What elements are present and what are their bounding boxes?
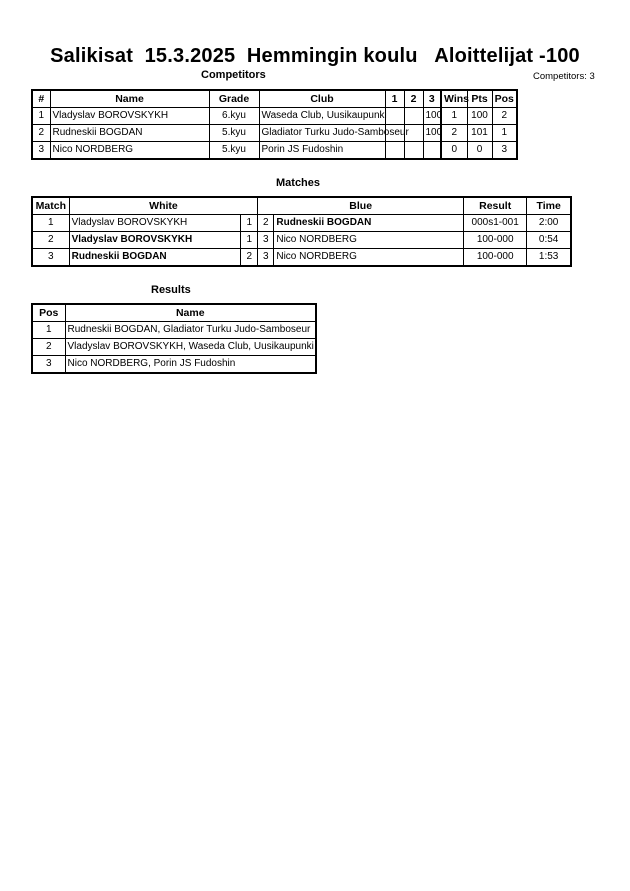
col-header-white: White: [69, 197, 258, 215]
white-competitor: Vladyslav BOROVSKYKH: [69, 232, 241, 249]
competitor-number: 1: [32, 108, 50, 125]
competitor-pts: 100: [467, 108, 492, 125]
competitor-wins: 1: [441, 108, 467, 125]
competitor-name: Nico NORDBERG: [50, 142, 209, 160]
blue-competitor: Nico NORDBERG: [274, 249, 464, 267]
result-pos: 2: [32, 339, 65, 356]
col-header-club: Club: [259, 90, 385, 108]
competitor-round-1: [385, 142, 404, 160]
match-time: 0:54: [527, 232, 571, 249]
competitor-round-3: 100: [423, 125, 441, 142]
page-title: Salikisat 15.3.2025 Hemmingin koulu Aloittelijat -100: [50, 45, 580, 67]
results-table: [31, 303, 317, 374]
competitor-wins: 0: [441, 142, 467, 160]
col-header-result-name: Name: [65, 304, 316, 322]
competitor-club: Porin JS Fudoshin: [259, 142, 385, 160]
blue-number: 3: [258, 249, 274, 267]
blue-number: 3: [258, 232, 274, 249]
match-number: 2: [32, 232, 69, 249]
match-row: [32, 215, 571, 232]
competitors-heading: Competitors: [201, 69, 266, 81]
blue-competitor: Rudneskii BOGDAN: [274, 215, 464, 232]
blue-competitor: Nico NORDBERG: [274, 232, 464, 249]
match-result: 100-000: [464, 249, 527, 267]
match-result: 000s1-001: [464, 215, 527, 232]
match-result: 100-000: [464, 232, 527, 249]
match-number: 3: [32, 249, 69, 267]
competitors-count: Competitors: 3: [533, 71, 595, 82]
competitor-grade: 5.kyu: [209, 125, 259, 142]
white-competitor: Rudneskii BOGDAN: [69, 249, 241, 267]
matches-header-row: [32, 197, 571, 215]
match-row: [32, 232, 571, 249]
match-time: 2:00: [527, 215, 571, 232]
competitor-pts: 101: [467, 125, 492, 142]
col-header-round-1: 1: [385, 90, 404, 108]
competitor-row: [32, 125, 517, 142]
col-header-blue: Blue: [258, 197, 464, 215]
competitor-name: Vladyslav BOROVSKYKH: [50, 108, 209, 125]
competitor-round-3: 100: [423, 108, 441, 125]
blue-number: 2: [258, 215, 274, 232]
competitor-round-3: [423, 142, 441, 160]
competitor-number: 3: [32, 142, 50, 160]
col-header-match: Match: [32, 197, 69, 215]
competitor-club: Gladiator Turku Judo-Samboseur: [259, 125, 385, 142]
match-time: 1:53: [527, 249, 571, 267]
result-pos: 1: [32, 322, 65, 339]
competitor-club: Waseda Club, Uusikaupunki: [259, 108, 385, 125]
competitor-number: 2: [32, 125, 50, 142]
competitor-grade: 5.kyu: [209, 142, 259, 160]
result-pos: 3: [32, 356, 65, 374]
competitor-row: [32, 142, 517, 160]
col-header-number: #: [32, 90, 50, 108]
result-name: Rudneskii BOGDAN, Gladiator Turku Judo-Samboseur: [65, 322, 316, 339]
competitor-pos: 3: [492, 142, 517, 160]
white-number: 1: [241, 215, 258, 232]
col-header-pos: Pos: [492, 90, 517, 108]
col-header-round-3: 3: [423, 90, 441, 108]
white-number: 1: [241, 232, 258, 249]
result-name: Vladyslav BOROVSKYKH, Waseda Club, Uusikaupunki: [65, 339, 316, 356]
competitor-round-2: [404, 108, 423, 125]
competitors-table: [31, 89, 518, 160]
col-header-name: Name: [50, 90, 209, 108]
competitor-grade: 6.kyu: [209, 108, 259, 125]
competitor-round-1: [385, 108, 404, 125]
match-row: [32, 249, 571, 267]
white-competitor: Vladyslav BOROVSKYKH: [69, 215, 241, 232]
col-header-result: Result: [464, 197, 527, 215]
col-header-grade: Grade: [209, 90, 259, 108]
competitor-pos: 2: [492, 108, 517, 125]
matches-heading: Matches: [276, 177, 321, 189]
match-number: 1: [32, 215, 69, 232]
result-row: [32, 356, 316, 374]
white-number: 2: [241, 249, 258, 267]
competitor-pts: 0: [467, 142, 492, 160]
result-row: [32, 322, 316, 339]
result-row: [32, 339, 316, 356]
competitor-name: Rudneskii BOGDAN: [50, 125, 209, 142]
competitors-header-row: [32, 90, 517, 108]
competitor-wins: 2: [441, 125, 467, 142]
matches-table: [31, 196, 572, 267]
result-name: Nico NORDBERG, Porin JS Fudoshin: [65, 356, 316, 374]
col-header-wins: Wins: [441, 90, 467, 108]
results-heading: Results: [151, 284, 191, 296]
col-header-pts: Pts: [467, 90, 492, 108]
competitor-row: [32, 108, 517, 125]
results-header-row: [32, 304, 316, 322]
competitor-round-2: [404, 142, 423, 160]
col-header-result-pos: Pos: [32, 304, 65, 322]
col-header-time: Time: [527, 197, 571, 215]
competitor-pos: 1: [492, 125, 517, 142]
col-header-round-2: 2: [404, 90, 423, 108]
